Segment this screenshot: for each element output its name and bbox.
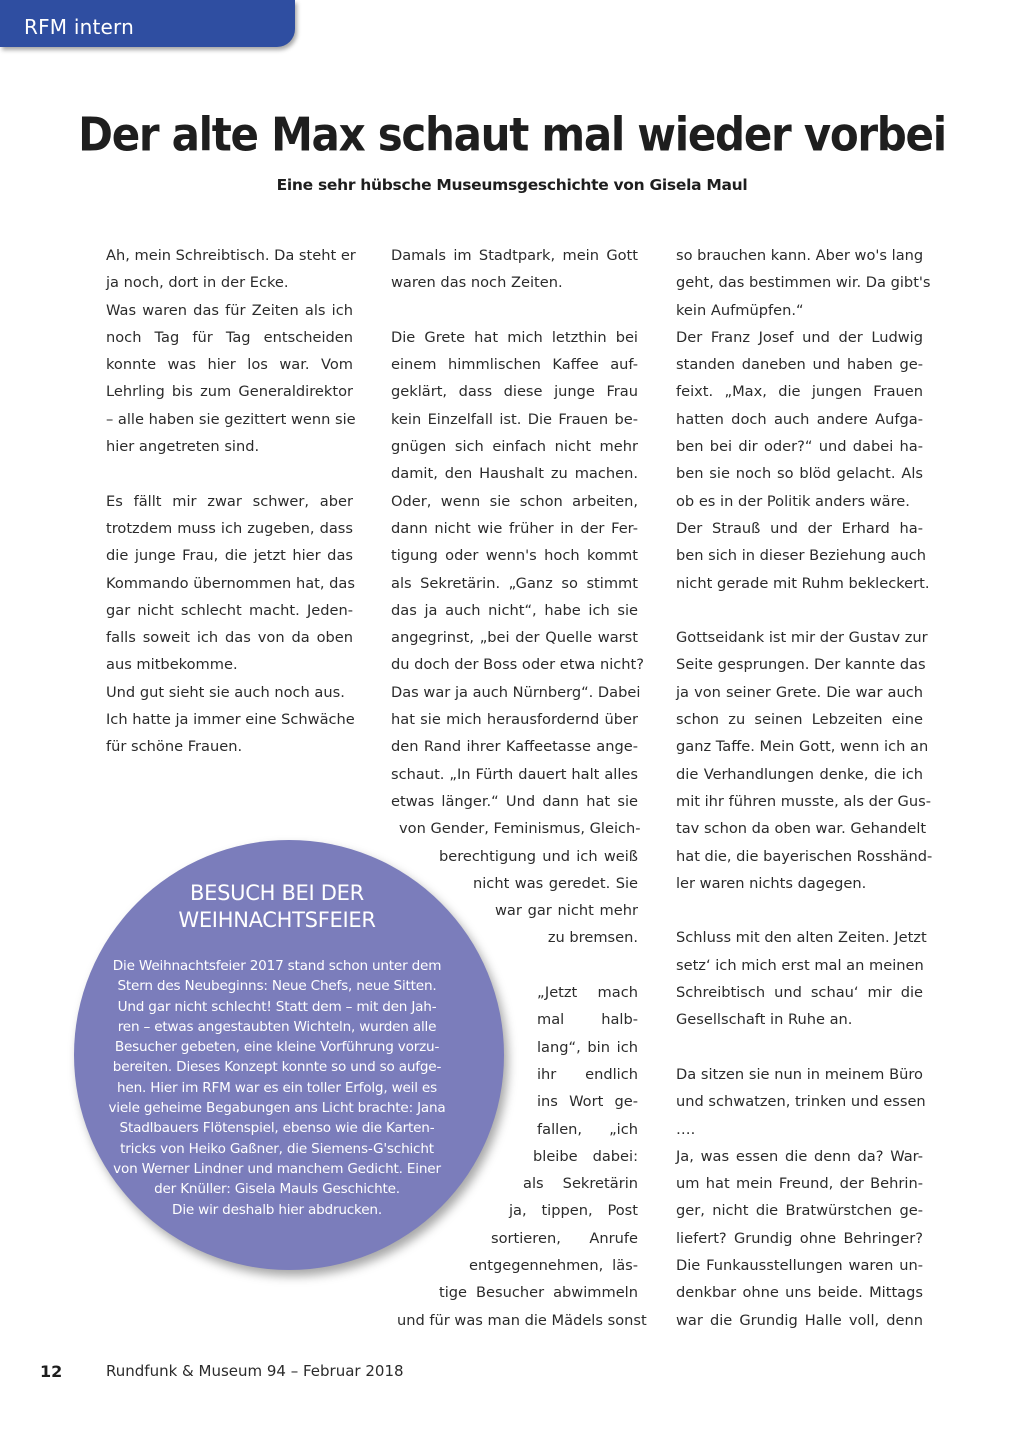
- text-line: geklärt, dass diese junge Frau: [391, 383, 638, 401]
- paragraph-gap: [676, 1034, 923, 1061]
- text-line: gnügen sich einfach nicht mehr: [391, 438, 638, 456]
- article-title: Der alte Max schaut mal wieder vorbei: [78, 107, 946, 162]
- text-line: – alle haben sie gezittert wenn sie: [106, 410, 356, 428]
- text-line: Die Funkausstellungen waren un-: [676, 1256, 923, 1274]
- text-line: ….: [676, 1120, 696, 1138]
- text-line: feixt. „Max, die jungen Frauen: [676, 383, 923, 401]
- text-line: so brauchen kann. Aber wo's lang: [676, 247, 924, 264]
- text-line: nicht was geredet. Sie: [473, 874, 638, 892]
- text-line: hat die, die bayerischen Rosshänd-: [676, 847, 933, 865]
- text-line: mal halb-: [537, 1011, 638, 1029]
- text-line: als Sekretärin. „Ganz so stimmt: [391, 574, 638, 592]
- paragraph-gap: [676, 597, 923, 624]
- page-number: 12: [40, 1362, 63, 1381]
- text-line: schon zu seinen Lebzeiten eine: [676, 711, 923, 729]
- text-line: ben bei dir oder?“ und dabei ha-: [676, 438, 923, 456]
- paragraph-gap: [391, 297, 638, 324]
- text-line: mit ihr führen musste, als der Gus-: [676, 792, 931, 810]
- sidebar-text-line: hen. Hier im RFM war es ein toller Erfolg, weil es: [117, 1079, 437, 1096]
- publication-footer: Rundfunk & Museum 94 – Februar 2018: [106, 1362, 404, 1380]
- text-line: hatten doch auch andere Aufga-: [676, 410, 923, 428]
- text-line: schaut. „In Fürth dauert halt alles: [391, 765, 638, 783]
- sidebar-text-line: Die Weihnachtsfeier 2017 stand schon unter dem: [112, 958, 442, 974]
- text-line: falls soweit ich das von da oben: [106, 629, 353, 647]
- text-line: aus mitbekomme.: [106, 656, 238, 674]
- text-line: Der Franz Josef und der Ludwig: [676, 328, 923, 346]
- text-line: dann nicht wie früher in der Fer-: [391, 519, 638, 537]
- text-line: ja, tippen, Post: [509, 1202, 638, 1220]
- text-line: Oder, wenn sie schon arbeiten,: [391, 492, 638, 510]
- section-tab-label: RFM intern: [24, 15, 134, 39]
- text-line: noch Tag für Tag entscheiden: [106, 328, 353, 346]
- text-line: bleibe dabei:: [533, 1147, 638, 1165]
- text-line: ja von seiner Grete. Die war auch: [676, 683, 923, 701]
- text-line: kein Einzelfall ist. Die Frauen be-: [391, 410, 638, 428]
- text-line: Es fällt mir zwar schwer, aber: [106, 492, 353, 510]
- sidebar-text-line: bereiten. Dieses Konzept konnte so und so aufge-: [112, 1059, 442, 1076]
- text-line: ob es in der Politik anders wäre.: [676, 492, 910, 510]
- sidebar-text-line: Besucher gebeten, eine kleine Vorführung vorzu-: [114, 1039, 440, 1056]
- text-line: ler waren nichts dagegen.: [676, 874, 867, 892]
- text-line: Ah, mein Schreibtisch. Da steht er: [106, 247, 356, 264]
- text-line: denkbar ohne uns beide. Mittags: [676, 1284, 923, 1302]
- sidebar-text-line: Die wir deshalb hier abdrucken.: [172, 1201, 382, 1218]
- paragraph-gap: [676, 897, 923, 924]
- sidebar-text: [74, 956, 480, 1220]
- text-line: angegrinst, „bei der Quelle warst: [391, 629, 638, 647]
- sidebar-title-line-2: WEIHNACHTSFEIER: [178, 908, 376, 932]
- text-line: ins Wort ge-: [537, 1093, 638, 1111]
- text-line: Schluss mit den alten Zeiten. Jetzt: [676, 929, 927, 947]
- text-line: hat sie mich herausfordernd über: [391, 711, 638, 729]
- text-line: Das war ja auch Nürnberg“. Dabei: [391, 683, 641, 701]
- text-line: hier angetreten sind.: [106, 438, 260, 456]
- sidebar-text-line: der Knüller: Gisela Mauls Geschichte.: [154, 1181, 400, 1198]
- text-line: Kommando übernommen hat, das: [106, 574, 355, 592]
- text-line: ja noch, dort in der Ecke.: [106, 274, 289, 292]
- sidebar-text-line: ren – etwas angestaubten Wichteln, wurden alle: [117, 1018, 437, 1035]
- text-line: um hat mein Freund, der Behrin-: [676, 1175, 923, 1193]
- text-line: als Sekretärin: [523, 1175, 638, 1193]
- text-line: ben sie noch so blöd gelacht. Als: [676, 465, 923, 483]
- text-line: Lehrling bis zum Generaldirektor: [106, 383, 353, 401]
- sidebar-text-line: Stern des Neubeginns: Neue Chefs, neue Sitten.: [117, 978, 437, 995]
- text-line: Der Strauß und der Erhard ha-: [676, 519, 923, 537]
- text-line: Ich hatte ja immer eine Schwäche: [106, 711, 355, 729]
- text-line: waren das noch Zeiten.: [391, 274, 563, 292]
- text-line: Seite gesprungen. Der kannte das: [676, 656, 926, 674]
- sidebar-title: [74, 880, 480, 934]
- text-line: Schreibtisch und schau‘ mir die: [676, 984, 923, 1002]
- text-line: einem himmlischen Kaffee auf-: [391, 356, 638, 374]
- text-line: das ja auch nicht“, habe ich sie: [391, 601, 638, 619]
- text-line: und für was man die Mädels sonst: [397, 1311, 647, 1329]
- text-line: den Rand ihrer Kaffeetasse ange-: [391, 738, 638, 756]
- text-line: nicht gerade mit Ruhm bekleckert.: [676, 574, 930, 592]
- sidebar-text-line: tricks von Heiko Gaßner, die Siemens-G'schicht: [120, 1140, 434, 1157]
- text-line: die Verhandlungen denke, die ich: [676, 765, 923, 783]
- text-line: du doch der Boss oder etwa nicht?: [391, 656, 644, 674]
- text-line: die junge Frau, die jetzt hier das: [106, 547, 353, 565]
- text-line: zu bremsen.: [547, 929, 638, 947]
- text-line: trotzdem muss ich zugeben, dass: [106, 519, 353, 537]
- text-line: ben sich in dieser Beziehung auch: [676, 547, 926, 565]
- text-line: Was waren das für Zeiten als ich: [106, 301, 353, 319]
- text-line: Gesellschaft in Ruhe an.: [676, 1011, 853, 1029]
- sidebar-title-line-1: BESUCH BEI DER: [190, 881, 364, 905]
- text-line: setz‘ ich mich erst mal an meinen: [676, 956, 924, 974]
- text-line: sortieren, Anrufe: [491, 1229, 638, 1247]
- text-line: für schöne Frauen.: [106, 738, 243, 756]
- article-column-3: [676, 242, 933, 1334]
- text-line: „Jetzt mach: [537, 984, 638, 1002]
- text-line: Die Grete hat mich letzthin bei: [391, 328, 638, 346]
- sidebar-text-line: Stadlbauers Flötenspiel, ebenso wie die Karten-: [119, 1120, 435, 1137]
- text-line: und schwatzen, trinken und essen: [676, 1093, 926, 1111]
- article-column-1: [106, 242, 356, 761]
- text-line: liefert? Grundig ohne Behringer?: [676, 1229, 923, 1247]
- sidebar-text-line: Und gar nicht schlecht! Statt dem – mit den Jah-: [117, 998, 437, 1015]
- text-line: damit, den Haushalt zu machen.: [391, 465, 638, 483]
- paragraph-gap: [106, 460, 353, 487]
- text-line: standen daneben und haben ge-: [676, 356, 923, 374]
- text-line: Da sitzen sie nun in meinem Büro: [676, 1065, 923, 1083]
- text-line: gar nicht schlecht macht. Jeden-: [106, 601, 353, 619]
- text-line: geht, das bestimmen wir. Da gibt's: [676, 274, 931, 292]
- text-line: lang“, bin ich: [537, 1038, 638, 1056]
- text-line: ger, nicht die Bratwürstchen ge-: [676, 1202, 923, 1220]
- text-line: ganz Taffe. Mein Gott, wenn ich an: [676, 738, 929, 756]
- article-subtitle: Eine sehr hübsche Museumsgeschichte von Gisela Maul: [276, 176, 748, 194]
- text-line: kein Aufmüpfen.“: [676, 301, 804, 319]
- text-line: tige Besucher abwimmeln: [439, 1284, 638, 1302]
- text-line: berechtigung und ich weiß: [439, 847, 638, 865]
- text-line: von Gender, Feminismus, Gleich-: [399, 820, 641, 838]
- text-line: fallen, „ich: [537, 1120, 638, 1138]
- text-line: tigung oder wenn's hoch kommt: [391, 547, 638, 565]
- text-line: Ja, was essen die denn da? War-: [676, 1147, 923, 1165]
- text-line: ihr endlich: [537, 1065, 638, 1083]
- text-line: tav schon da oben war. Gehandelt: [676, 820, 927, 838]
- text-line: war gar nicht mehr: [495, 902, 638, 920]
- text-line: Und gut sieht sie auch noch aus.: [106, 683, 345, 701]
- section-tab: [0, 0, 295, 47]
- sidebar-text-line: viele geheime Begabungen ans Licht brachte: Jana: [108, 1100, 446, 1117]
- text-line: Gottseidank ist mir der Gustav zur: [676, 629, 928, 647]
- text-line: Damals im Stadtpark, mein Gott: [391, 247, 638, 264]
- text-line: konnte was hier los war. Vom: [106, 356, 353, 374]
- text-line: entgegennehmen, läs-: [469, 1256, 638, 1274]
- text-line: etwas länger.“ Und dann hat sie: [391, 792, 638, 810]
- sidebar-text-line: von Werner Lindner und manchem Gedicht. Einer: [113, 1160, 441, 1177]
- text-line: war die Grundig Halle voll, denn: [676, 1311, 923, 1329]
